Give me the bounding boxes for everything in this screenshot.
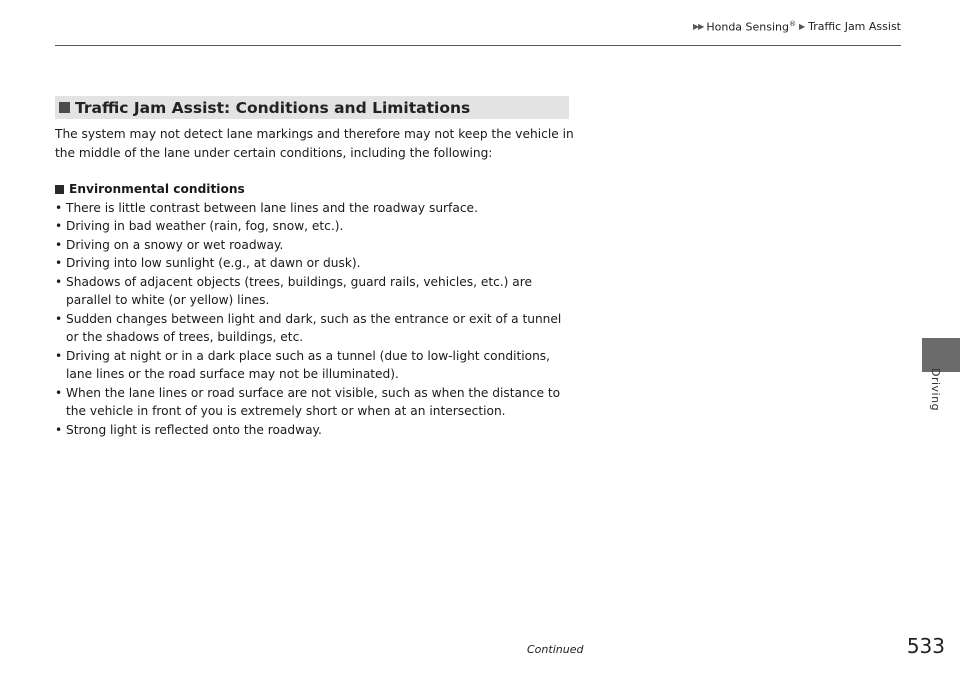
list-item: • There is little contrast between lane lines and the roadway surface. <box>55 199 575 218</box>
page-number: 533 <box>906 634 945 658</box>
list-item: • Driving into low sunlight (e.g., at dawn or dusk). <box>55 254 575 273</box>
continued-label: Continued <box>527 643 584 656</box>
list-item: • Driving at night or in a dark place such as a tunnel (due to low-light conditions, lane lines or the road surface may not be illuminated). <box>55 347 575 384</box>
chapter-tab[interactable] <box>922 338 960 372</box>
square-bullet-icon <box>59 102 70 113</box>
list-item: • Driving in bad weather (rain, fog, snow, etc.). <box>55 217 575 236</box>
intro-paragraph: The system may not detect lane markings and therefore may not keep the vehicle in the middle of the lane under certain conditions, including the following: <box>55 127 574 160</box>
list-item: • When the lane lines or road surface are not visible, such as when the distance to the vehicle in front of you is extremely short or when at an intersection. <box>55 384 575 421</box>
conditions-list <box>55 199 575 440</box>
breadcrumb-honda-sensing[interactable]: Honda Sensing® <box>706 20 796 34</box>
section-header <box>55 96 569 119</box>
list-item: • Strong light is reflected onto the roadway. <box>55 421 575 440</box>
breadcrumb-traffic-jam-assist[interactable]: Traffic Jam Assist <box>808 20 901 34</box>
double-arrow-icon: ▶▶ <box>693 22 704 32</box>
registered-mark: ® <box>789 20 796 28</box>
square-bullet-icon <box>55 185 64 194</box>
list-item: • Shadows of adjacent objects (trees, buildings, guard rails, vehicles, etc.) are parallel to white (or yellow) lines. <box>55 273 575 310</box>
arrow-icon: ▶ <box>799 22 806 32</box>
subheading <box>55 180 575 199</box>
subheading-text: Environmental conditions <box>69 182 245 196</box>
chapter-label: Driving <box>929 368 942 412</box>
breadcrumb <box>693 20 901 34</box>
list-item: • Sudden changes between light and dark, such as the entrance or exit of a tunnel or the shadows of trees, buildings, etc. <box>55 310 575 347</box>
list-item: • Driving on a snowy or wet roadway. <box>55 236 575 255</box>
section-title: Traffic Jam Assist: Conditions and Limitations <box>75 98 471 117</box>
header-rule <box>55 45 901 46</box>
section-body <box>55 125 575 439</box>
